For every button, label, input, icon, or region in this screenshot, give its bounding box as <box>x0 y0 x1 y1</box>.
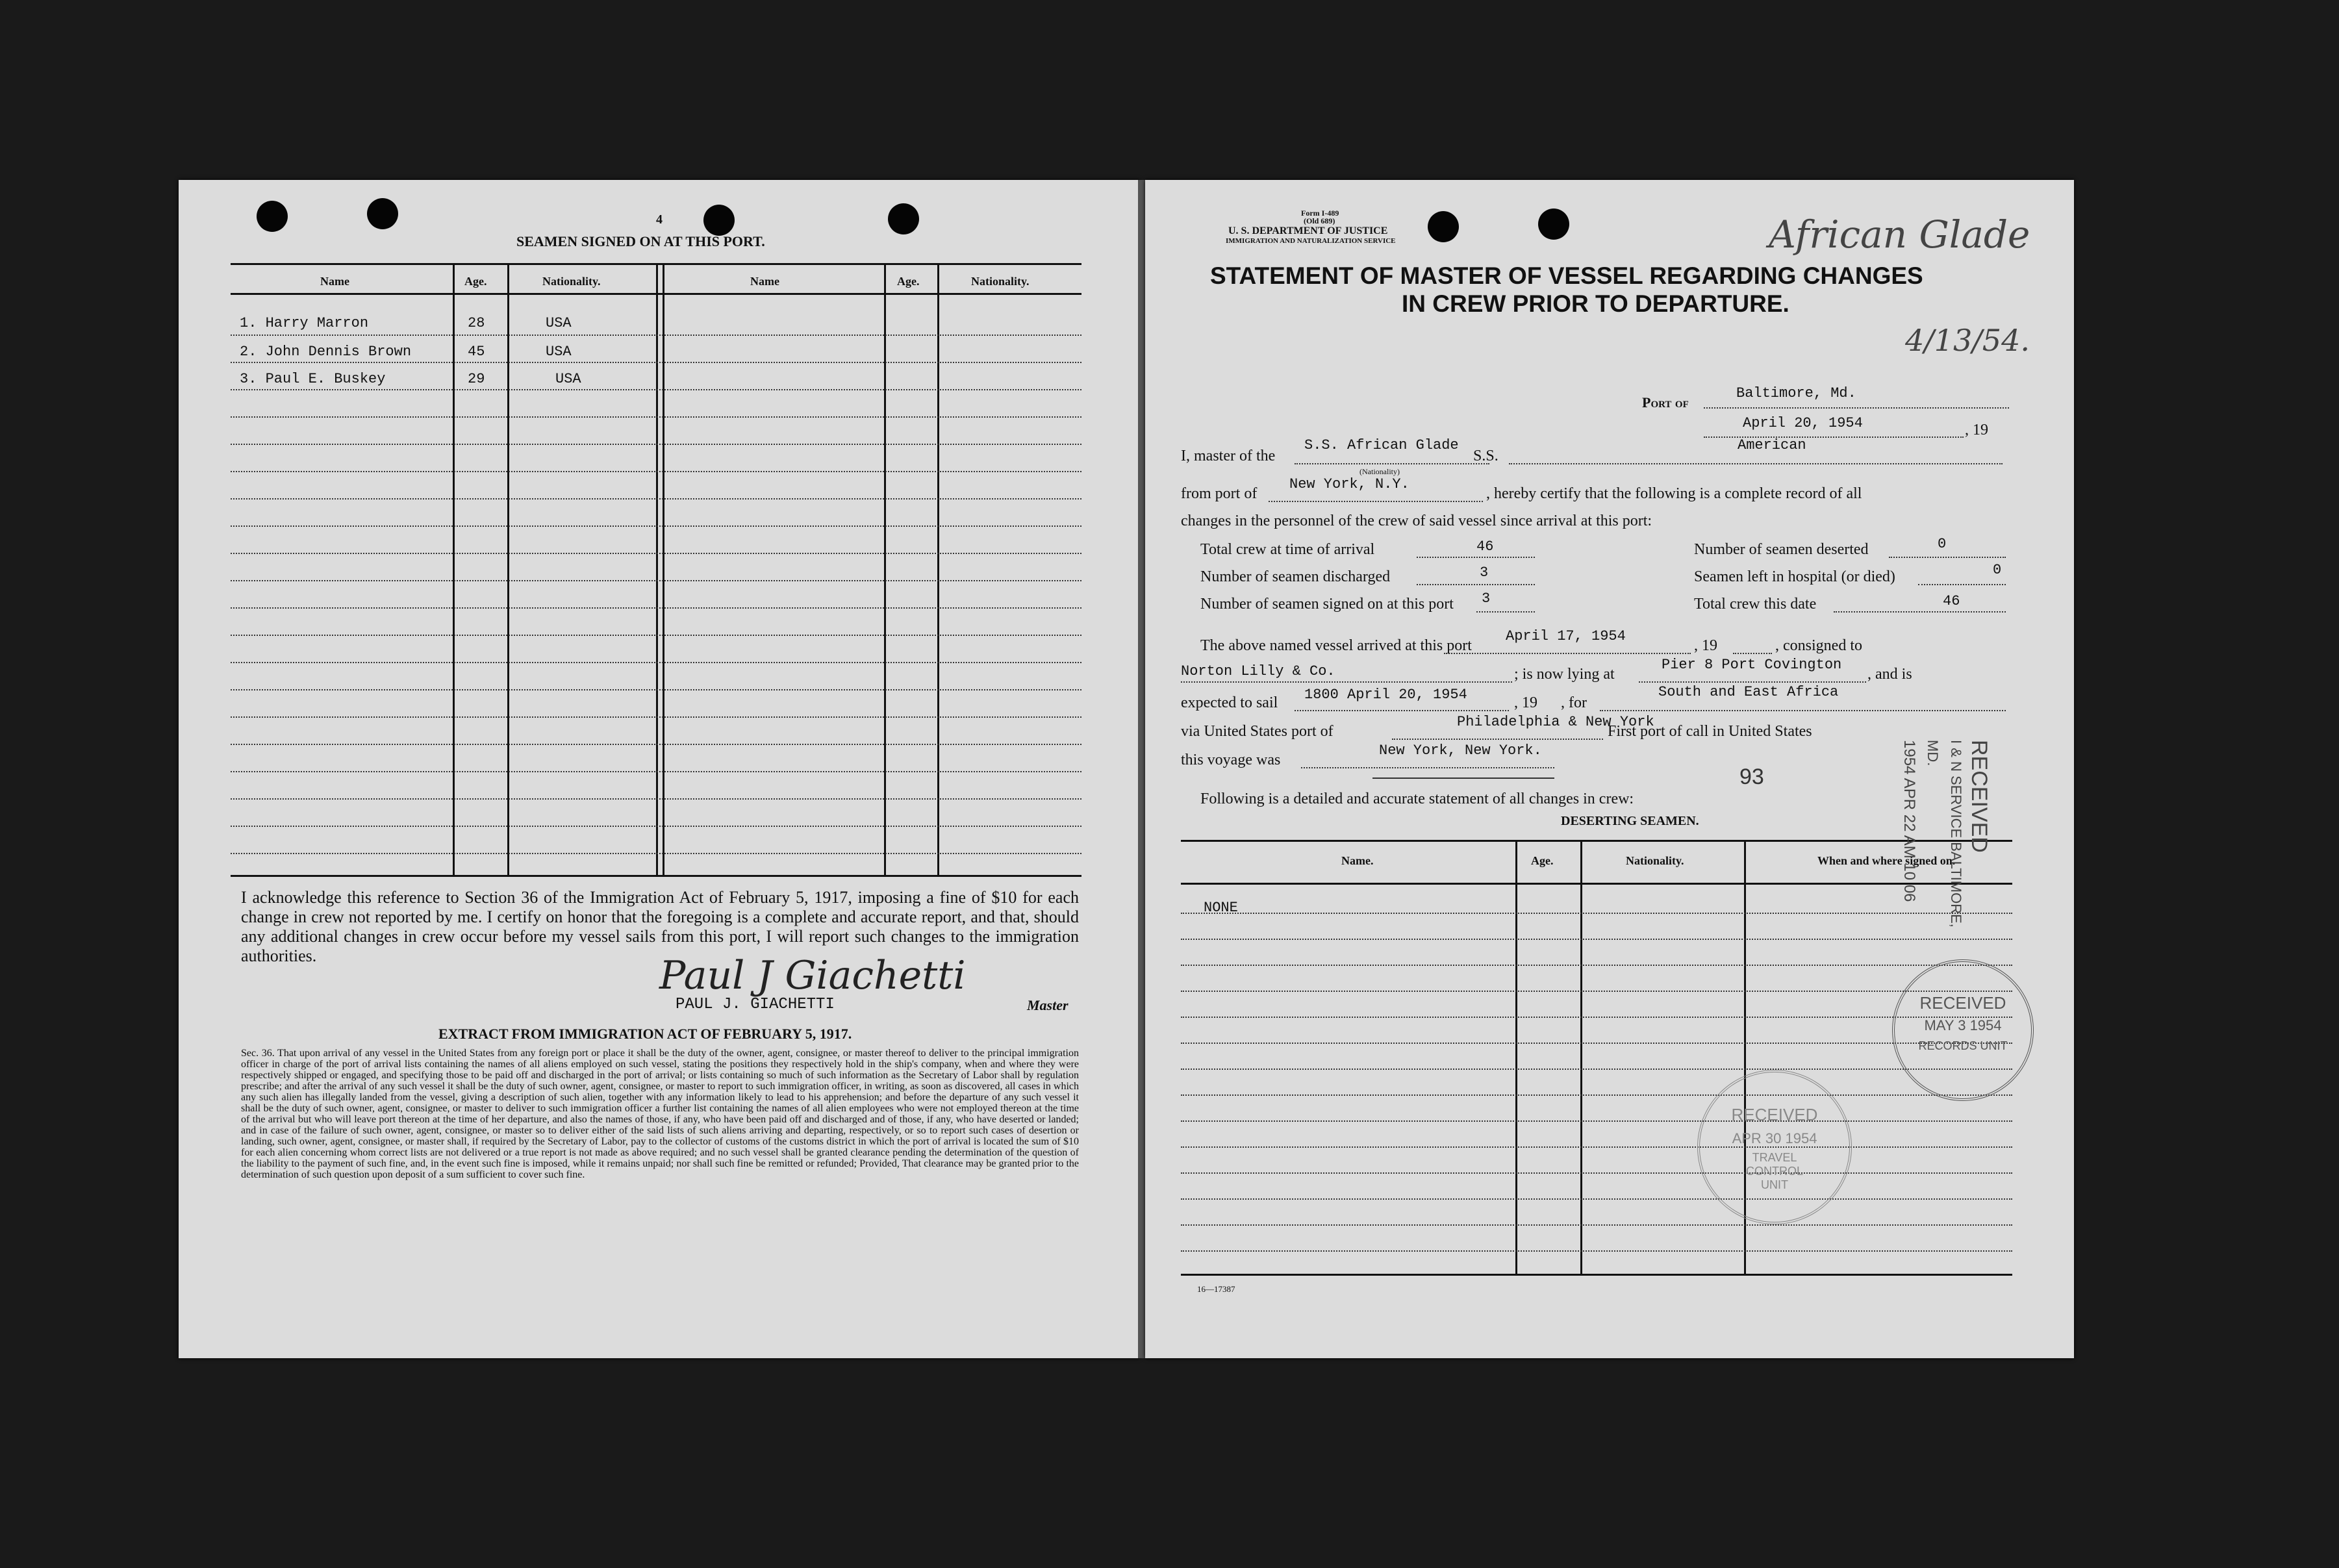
master-label: Master <box>1027 997 1068 1013</box>
table-row-rule <box>1181 991 2012 992</box>
table-row-rule <box>231 553 1081 554</box>
col-divider <box>663 263 664 875</box>
voyage-underline <box>1301 767 1554 768</box>
col-header-age: Age. <box>464 275 487 288</box>
table-row-name: 3. Paul E. Buskey <box>240 371 386 387</box>
col-divider <box>937 263 939 875</box>
port-value: Baltimore, Md. <box>1736 385 1856 401</box>
table-top-rule <box>1181 840 2012 842</box>
date-value: April 20, 1954 <box>1743 415 1863 431</box>
nationality-value: American <box>1738 437 1806 453</box>
total-crew-arrival-label: Total crew at time of arrival <box>1200 541 1375 558</box>
from-port-value: New York, N.Y. <box>1289 476 1410 492</box>
form-title-line2: IN CREW PRIOR TO DEPARTURE. <box>1402 290 1789 317</box>
table-row-age: 29 <box>468 371 485 387</box>
table-row-rule <box>1181 1043 2012 1044</box>
table-row-rule <box>231 389 1081 390</box>
stamp-text: TRAVEL CONTROL UNIT <box>1745 1151 1803 1191</box>
table-row-name: NONE <box>1204 900 1238 916</box>
table-row-rule <box>1181 939 2012 940</box>
col-header-age-2: Age. <box>897 275 920 288</box>
ss-label: S.S. <box>1473 448 1498 464</box>
following-label: Following is a detailed and accurate statement of all changes in crew: <box>1200 790 1634 807</box>
deserting-title: DESERTING SEAMEN. <box>1561 814 1699 828</box>
stamp-text: MAY 3 1954 <box>1924 1017 2002 1033</box>
table-row-nationality: USA <box>546 315 572 331</box>
punch-hole <box>367 198 398 229</box>
punch-hole <box>1428 211 1459 242</box>
extract-text: Sec. 36. That upon arrival of any vessel in the United States from any foreign port or place it shall be the duty of the owner, agent, consignee, or master thereof to deliver to the principal immigration officer in charge of the port of arrival lists containing the names of all aliens employed on such vessel, stating the positions they respectively hold in the ship's company, when and where they were respectively shipped or engaged, and specifying those to be paid off and discharged in the port of arrival; or lists containing so much of such information as the Secretary of Labor shall by regulation prescribe; and after the arrival of any such vessel it shall be the duty of such owner, agent, consignee, or master to report to such immigration officer, in writing, as soon as discovered, all cases in which any such alien has illegally landed from the vessel, giving a description of such alien, together with any information likely to lead to his apprehension; and before the departure of any such vessel it shall be the duty of such owner, agent, consignee, or master to deliver to such immigration officer a further list containing the names of all alien employees who were not employed thereon at the time of the arrival but who will leave port thereon at the time of her departure, and also the names of those, if any, who have been paid off and discharged and of those, if any, who have deserted or landed; and in case of the failure of such owner, agent, consignee, or master so to deliver either of the said lists of such aliens arriving and departing, respectively, or so to report such cases of desertion or landing, such owner, agent, consignee, or master shall, if required by the Secretary of Labor, pay to the collector of customs of the customs district in which the port of arrival is located the sum of $10 for each alien concerning whom correct lists are not delivered or a true report is not made as above required; and no such vessel shall be granted clearance pending the determination of the question of the liability to the payment of such fine, and, in the event such fine is imposed, while it remains unpaid; nor shall such fine be remitted or refunded; Provided, That clearance may be granted prior to the determination of such question upon deposit of a sum sufficient to cover such fine. <box>241 1048 1079 1180</box>
consigned-label: , consigned to <box>1775 637 1862 654</box>
hospital-value: 0 <box>1993 562 2002 578</box>
signed-on-value: 3 <box>1482 590 1491 607</box>
col-header-nationality-2: Nationality. <box>971 275 1030 288</box>
received-stamp-2 <box>1892 959 2034 1101</box>
year-suffix-2: , 19 <box>1694 637 1717 654</box>
table-row-age: 28 <box>468 315 485 331</box>
consignee-value: Norton Lilly & Co. <box>1181 663 1335 679</box>
voyage-label: this voyage was <box>1181 752 1281 768</box>
signature-name: PAUL J. GIACHETTI <box>676 996 835 1013</box>
table-row-rule <box>231 662 1081 663</box>
form-old-number: (Old 689) <box>1304 216 1335 225</box>
col-divider <box>507 263 509 875</box>
signed-on-label: Number of seamen signed on at this port <box>1200 596 1454 613</box>
certify-text: , hereby certify that the following is a complete record of all <box>1486 485 1862 502</box>
table-row-rule <box>231 853 1081 854</box>
handwritten-ship-name: African Glade <box>1769 212 2030 257</box>
lying-underline <box>1639 681 1866 683</box>
table-bottom-rule <box>1181 1274 2012 1276</box>
table-row-rule <box>231 335 1081 336</box>
arrived-value: April 17, 1954 <box>1506 628 1626 644</box>
table-row-rule <box>231 471 1081 472</box>
table-row-rule <box>1181 1017 2012 1018</box>
table-row-name: 1. Harry Marron <box>240 315 369 331</box>
stat-underline <box>1476 611 1535 613</box>
discharged-label: Number of seamen discharged <box>1200 568 1391 585</box>
col-header-signed-on: When and where signed on. <box>1817 854 1956 867</box>
service-name: IMMIGRATION AND NATURALIZATION SERVICE <box>1226 237 1396 245</box>
col-divider <box>884 263 886 875</box>
expected-underline <box>1295 710 1509 711</box>
vessel-underline <box>1295 463 1489 464</box>
master-signature: Paul J Giachetti <box>659 953 966 998</box>
stamp-text: RECEIVED <box>1967 740 1991 853</box>
table-row-rule <box>1181 965 2012 966</box>
deserted-value: 0 <box>1938 536 1947 552</box>
table-row-rule <box>231 798 1081 800</box>
port-underline <box>1704 407 2009 409</box>
from-port-label: from port of <box>1181 485 1258 502</box>
year-suffix-3: , 19 <box>1514 694 1537 711</box>
punch-hole <box>888 203 919 234</box>
col-header-name: Name <box>320 275 349 288</box>
table-row-rule <box>1181 1094 2012 1096</box>
port-label: Port of <box>1642 394 1689 411</box>
lying-label: ; is now lying at <box>1514 666 1615 683</box>
table-row-rule <box>231 498 1081 499</box>
stat-underline <box>1889 557 2006 558</box>
extract-title: EXTRACT FROM IMMIGRATION ACT OF FEBRUARY 5, 1917. <box>438 1026 852 1042</box>
arrived-label: The above named vessel arrived at this port <box>1200 637 1472 654</box>
col-header-age: Age. <box>1531 854 1554 867</box>
table-row-rule <box>1181 1172 2012 1174</box>
col-divider <box>1580 840 1582 1274</box>
table-row-rule <box>231 635 1081 636</box>
table-row-rule <box>1181 1069 2012 1070</box>
expected-value: 1800 April 20, 1954 <box>1304 687 1467 703</box>
table-row-rule <box>231 689 1081 690</box>
acknowledgment-text: I acknowledge this reference to Section 36 of the Immigration Act of February 5, 1917, imposing a fine of $10 for each change in crew not reported by me. I certify on honor that the foregoing is a complete and accurate report, and that, should any additional changes in crew occur before my vessel sails from this port, I will report such changes to the immigration authorities. <box>241 888 1079 965</box>
stamp-text: RECORDS UNIT <box>1918 1039 2008 1052</box>
deserted-label: Number of seamen deserted <box>1694 541 1869 558</box>
vessel-value: S.S. African Glade <box>1304 437 1459 453</box>
table-row-rule <box>231 362 1081 363</box>
stat-underline <box>1417 584 1535 585</box>
table-row-rule <box>1181 1250 2012 1252</box>
stamp-text: I & N SERVICE BALTIMORE, MD. <box>1925 740 1964 928</box>
year-suffix: , 19 <box>1965 422 1988 438</box>
table-row-rule <box>231 607 1081 609</box>
handwritten-number: 93 <box>1739 765 1764 789</box>
nationality-underline <box>1509 463 2003 464</box>
punch-hole <box>1538 209 1569 240</box>
and-is-label: , and is <box>1867 666 1912 683</box>
total-crew-date-value: 46 <box>1943 593 1960 609</box>
col-header-nationality: Nationality. <box>1626 854 1684 867</box>
first-port-label: First port of call in United States <box>1608 723 1812 740</box>
table-row-rule <box>231 826 1081 827</box>
voyage-value: New York, New York. <box>1379 742 1542 759</box>
stamp-text: APR 30 1954 <box>1732 1130 1817 1146</box>
table-row-rule <box>1181 1146 2012 1148</box>
stat-underline <box>1834 611 2006 613</box>
form-title-line1: STATEMENT OF MASTER OF VESSEL REGARDING CHANGES <box>1210 262 1923 289</box>
total-crew-date-label: Total crew this date <box>1694 596 1817 613</box>
table-row-rule <box>1181 913 2012 914</box>
form-code: 16—17387 <box>1197 1284 1235 1294</box>
table-row-age: 45 <box>468 344 485 360</box>
stamp-text: 1954 APR 22 AM 10 06 <box>1901 740 1918 902</box>
table-row-rule <box>231 416 1081 418</box>
form-number: Form I-489 <box>1301 209 1339 218</box>
table-row-rule <box>1181 1224 2012 1226</box>
table-bottom-rule <box>231 875 1081 877</box>
year-underline <box>1733 653 1772 654</box>
via-label: via United States port of <box>1181 723 1334 740</box>
table-row-rule <box>231 716 1081 718</box>
table-row-rule <box>231 580 1081 581</box>
table-row-rule <box>231 444 1081 445</box>
discharged-value: 3 <box>1480 564 1489 581</box>
total-crew-arrival-value: 46 <box>1476 538 1494 555</box>
for-label: , for <box>1561 694 1587 711</box>
section-title: SEAMEN SIGNED ON AT THIS PORT. <box>516 233 765 249</box>
stat-underline <box>1417 557 1535 558</box>
destination-underline <box>1600 710 2006 711</box>
received-stamp-3 <box>1697 1070 1852 1224</box>
table-row-rule <box>1181 1198 2012 1200</box>
table-row-name: 2. John Dennis Brown <box>240 344 412 360</box>
punch-hole <box>703 205 735 236</box>
table-row-nationality: USA <box>546 344 572 360</box>
table-head-rule <box>1181 883 2012 885</box>
col-divider <box>1515 840 1517 1274</box>
via-underline <box>1392 739 1603 740</box>
hospital-label: Seamen left in hospital (or died) <box>1694 568 1895 585</box>
left-page <box>179 180 1140 1358</box>
col-header-name: Name. <box>1341 854 1374 867</box>
col-divider <box>656 263 658 875</box>
table-row-nationality: USA <box>555 371 581 387</box>
page-number: 4 <box>656 212 663 227</box>
arrived-underline <box>1444 653 1691 654</box>
handwritten-date: 4/13/54. <box>1905 323 2030 358</box>
col-header-name-2: Name <box>750 275 779 288</box>
destination-value: South and East Africa <box>1658 684 1839 700</box>
received-stamp-1 <box>1897 740 1991 948</box>
table-row-rule <box>1181 1120 2012 1122</box>
master-of-label: I, master of the <box>1181 448 1276 464</box>
expected-label: expected to sail <box>1181 694 1278 711</box>
changes-text: changes in the personnel of the crew of said vessel since arrival at this port: <box>1181 512 1652 529</box>
right-page <box>1145 180 2074 1358</box>
department: U. S. DEPARTMENT OF JUSTICE <box>1228 225 1388 236</box>
punch-hole <box>257 201 288 232</box>
table-row-rule <box>231 525 1081 527</box>
from-port-underline <box>1269 501 1483 502</box>
consignee-underline <box>1181 681 1512 683</box>
col-header-nationality: Nationality. <box>542 275 601 288</box>
voyage-rule <box>1372 778 1554 779</box>
stamp-text: RECEIVED <box>1919 993 2006 1013</box>
table-row-rule <box>231 771 1081 772</box>
stat-underline <box>1918 584 2006 585</box>
table-row-rule <box>231 744 1081 745</box>
stamp-text: RECEIVED <box>1731 1105 1818 1124</box>
via-value: Philadelphia & New York <box>1457 714 1654 730</box>
lying-value: Pier 8 Port Covington <box>1662 657 1842 673</box>
col-divider <box>453 263 455 875</box>
nationality-caption: (Nationality) <box>1359 467 1400 476</box>
